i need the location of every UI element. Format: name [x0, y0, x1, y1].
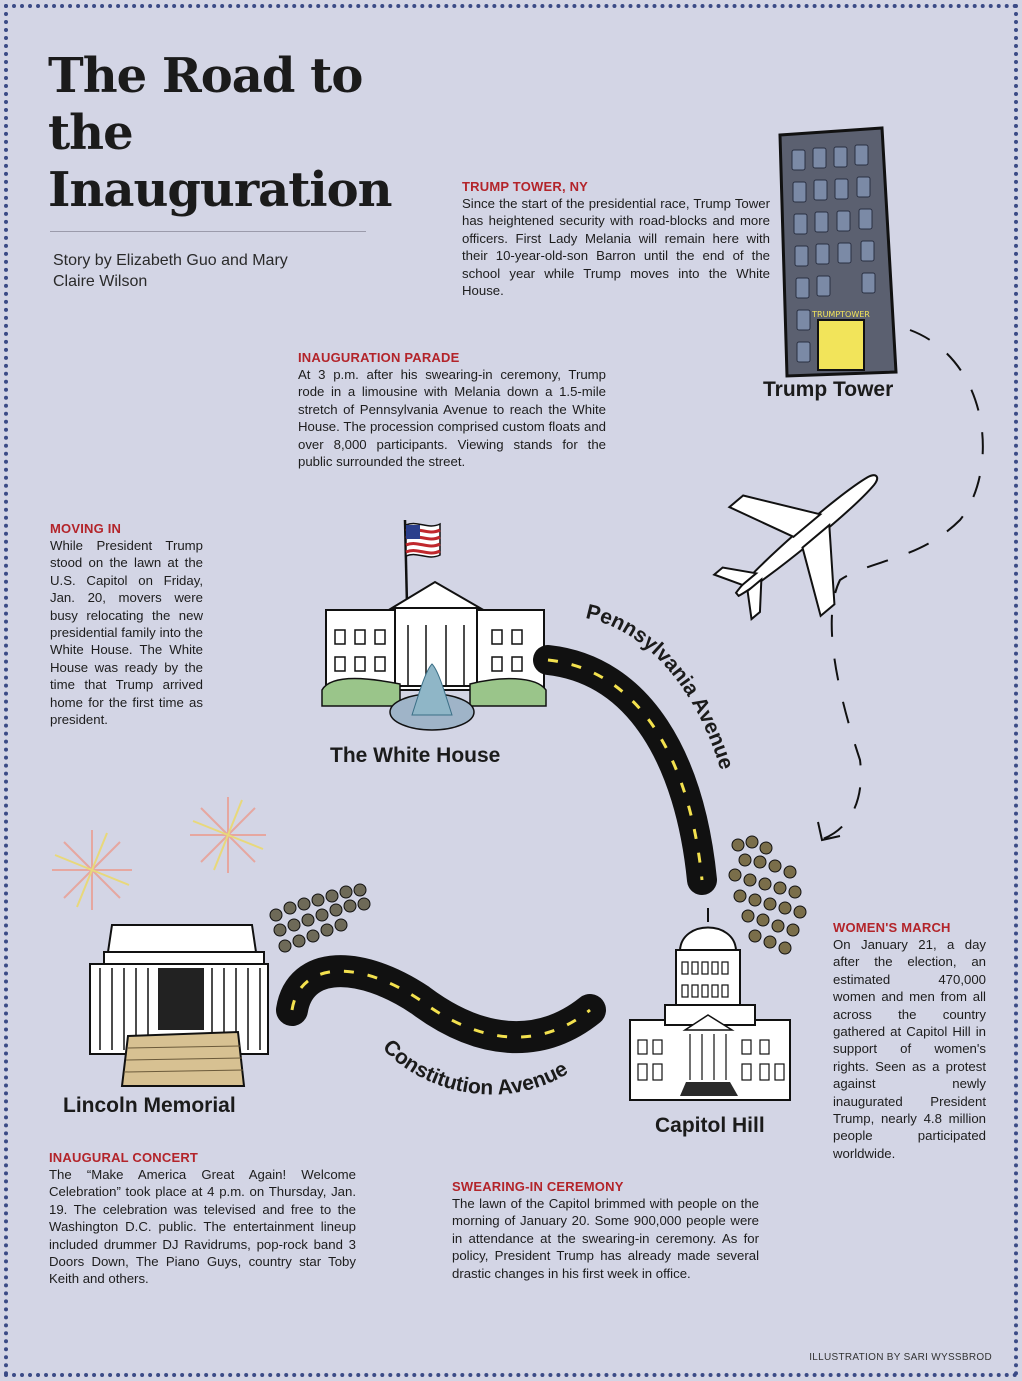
- section-inauguration-parade: [298, 350, 606, 470]
- section-heading: INAUGURAL CONCERT: [49, 1150, 199, 1165]
- section-body: While President Trump stood on the lawn at the U.S. Capitol on Friday, Jan. 20, movers were busy relocating the new presidential family into the White House. The White House was ready by the time that Trump arrived home for the first time as president.: [50, 538, 203, 728]
- title-divider: [50, 231, 366, 232]
- tower-sign-text: TRUMPTOWER: [812, 310, 870, 319]
- fireworks-icon: [52, 797, 266, 910]
- section-heading: MOVING IN: [50, 521, 122, 536]
- section-swearing-in: [452, 1179, 759, 1282]
- pennsylvania-avenue-label: Pennsylvania Avenue: [583, 600, 738, 773]
- illustration-credit: ILLUSTRATION BY SARI WYSSBROD: [809, 1352, 992, 1363]
- section-body: The lawn of the Capitol brimmed with people on the morning of January 20. Some 900,000 people were in attendance at the swearing-in ceremony. As for policy, President Trump has already made several drastic changes in his first week in office.: [452, 1196, 759, 1281]
- womens-march-crowd-icon: [729, 836, 806, 954]
- trump-tower-building-icon: [780, 128, 896, 376]
- section-body: The “Make America Great Again! Welcome Celebration” took place at 4 p.m. on Thursday, Jan. 19. The celebration was televised and free to the Washington D.C. public. The entertainment lineup included drummer DJ Ravidrums, pop-rock band 3 Doors Down, The Piano Guys, country star Toby Keith and others.: [49, 1167, 356, 1287]
- label-lincoln-memorial: Lincoln Memorial: [63, 1094, 236, 1117]
- section-heading: INAUGURATION PARADE: [298, 350, 460, 365]
- section-moving-in: [50, 521, 203, 728]
- concert-crowd-icon: [270, 884, 370, 952]
- lincoln-memorial-icon: [90, 925, 268, 1086]
- capitol-icon: [630, 908, 790, 1100]
- flight-path: [820, 330, 983, 840]
- section-heading: TRUMP TOWER, NY: [462, 179, 589, 194]
- section-body: At 3 p.m. after his swearing-in ceremony, Trump rode in a limousine with Melania down a 1.5-mile stretch of Pennsylvania Avenue to reach the White House. The procession comprised custom floats and over 8,000 participants. Viewing stands for the public surrounded the street.: [298, 367, 606, 470]
- section-body: On January 21, a day after the election, an estimated 470,000 women and men from all across the country gathered at Capitol Hill in support of women's rights. Seen as a protest against newly inaugurated President Trump, nearly 4.8 million people participated worldwide.: [833, 937, 986, 1161]
- section-inaugural-concert: [49, 1150, 356, 1288]
- airplane-icon: [687, 422, 922, 651]
- label-trump-tower: Trump Tower: [763, 378, 894, 401]
- page-title: The Road to the Inauguration: [48, 48, 392, 218]
- label-white-house: The White House: [330, 744, 501, 767]
- flag-icon: [406, 524, 440, 557]
- section-heading: SWEARING-IN CEREMONY: [452, 1179, 624, 1194]
- constitution-road-icon: [292, 971, 590, 1037]
- section-heading: WOMEN'S MARCH: [833, 920, 951, 935]
- constitution-avenue-label: Constitution Avenue: [378, 1035, 572, 1100]
- pennsylvania-road-icon: [548, 660, 702, 880]
- byline: Story by Elizabeth Guo and Mary Claire Wilson: [53, 252, 288, 290]
- section-trump-tower: [462, 179, 770, 299]
- white-house-icon: [322, 520, 546, 730]
- section-body: Since the start of the presidential race, Trump Tower has heightened security with road-blocks and more officers. First Lady Melania will remain here with their 10-year-old-son Barron until the end of the school year while Trump moves into the White House.: [462, 196, 770, 299]
- label-capitol-hill: Capitol Hill: [655, 1114, 765, 1137]
- section-womens-march: [833, 920, 986, 1162]
